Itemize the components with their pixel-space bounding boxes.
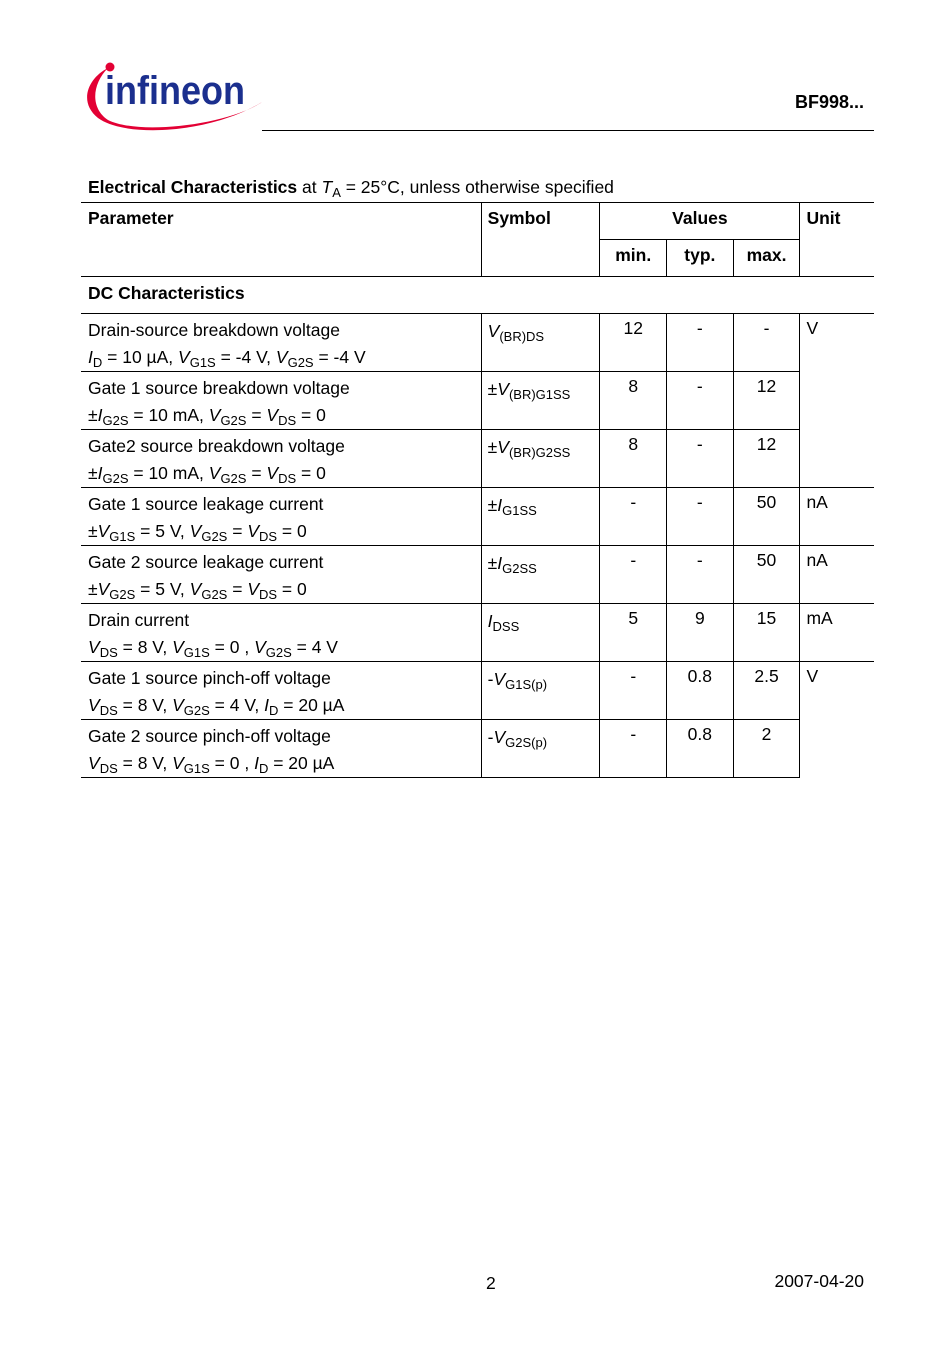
caption-at: at — [297, 177, 322, 197]
symbol-cell: $V_{(BR)DS}$ — [481, 314, 600, 372]
param-name: Gate 1 source breakdown voltage — [88, 378, 350, 398]
header-unit: Unit — [800, 203, 874, 277]
symbol-cell: $I_{DSS}$ — [481, 604, 600, 662]
value-max: 2 — [733, 720, 800, 778]
param-condition: $\pm V_{G1S} = 5$ V, $V_{G2S} = V_{DS} = 0$ — [88, 521, 307, 544]
param-condition: $V_{DS} = 8$ V, $V_{G2S} = 4$ V, $I_D = 20$ µA — [88, 695, 345, 718]
header-min: min. — [600, 240, 667, 277]
value-typ: 0.8 — [667, 720, 734, 778]
param-cell — [81, 546, 481, 604]
table-row — [81, 372, 874, 430]
param-condition: $I_D = 10$ µA, $V_{G1S} = -4$ V, $V_{G2S} = -4$ V — [88, 347, 366, 370]
value-typ: 9 — [667, 604, 734, 662]
value-max: 2.5 — [733, 662, 800, 720]
caption-ta-sub: A — [332, 185, 341, 200]
table-row — [81, 488, 874, 546]
symbol-cell: $-V_{G1S(p)}$ — [481, 662, 600, 720]
table-caption — [88, 177, 614, 198]
unit-cell: nA — [800, 546, 874, 604]
value-typ: 0.8 — [667, 662, 734, 720]
value-max: - — [733, 314, 800, 372]
value-min: 5 — [600, 604, 667, 662]
value-max: 50 — [733, 488, 800, 546]
value-typ: - — [667, 488, 734, 546]
param-name: Gate 1 source pinch-off voltage — [88, 668, 331, 688]
value-typ: - — [667, 314, 734, 372]
symbol-cell: $\pm I_{G2SS}$ — [481, 546, 600, 604]
param-name: Drain-source breakdown voltage — [88, 320, 340, 340]
symbol-cell: $\pm I_{G1SS}$ — [481, 488, 600, 546]
param-name: Gate 2 source pinch-off voltage — [88, 726, 331, 746]
param-condition: $\pm I_{G2S} = 10$ mA, $V_{G2S} = V_{DS} = 0$ — [88, 463, 326, 486]
value-min: - — [600, 662, 667, 720]
header-row — [81, 203, 874, 240]
value-min: - — [600, 546, 667, 604]
table-row — [81, 662, 874, 720]
param-name: Gate2 source breakdown voltage — [88, 436, 345, 456]
infineon-logo-graphic — [80, 50, 270, 135]
header-parameter: Parameter — [88, 208, 174, 228]
value-max: 15 — [733, 604, 800, 662]
table-row — [81, 546, 874, 604]
infineon-logo — [80, 50, 270, 135]
param-condition: $V_{DS} = 8$ V, $V_{G1S} = 0$ , $I_D = 20$ µA — [88, 753, 335, 776]
header-max: max. — [733, 240, 800, 277]
param-condition: $V_{DS} = 8$ V, $V_{G1S} = 0$ , $V_{G2S} = 4$ V — [88, 637, 338, 660]
symbol-cell: $\pm V_{(BR)G2SS}$ — [481, 430, 600, 488]
value-typ: - — [667, 372, 734, 430]
param-cell — [81, 720, 481, 778]
section-title: DC Characteristics — [81, 277, 874, 314]
value-max: 50 — [733, 546, 800, 604]
param-cell — [81, 604, 481, 662]
part-number: BF998... — [794, 92, 864, 112]
header-values: Values — [600, 203, 800, 240]
param-cell — [81, 488, 481, 546]
header-typ: typ. — [667, 240, 734, 277]
param-cell — [81, 662, 481, 720]
section-row — [81, 277, 874, 314]
param-name: Drain current — [88, 610, 190, 630]
unit-cell: nA — [800, 488, 874, 546]
unit-cell: V — [800, 314, 874, 488]
table-row — [81, 720, 874, 778]
header-symbol: Symbol — [481, 203, 600, 277]
value-min: - — [600, 720, 667, 778]
param-cell — [81, 372, 481, 430]
symbol-cell: $\pm V_{(BR)G1SS}$ — [481, 372, 600, 430]
page-number: 2 — [486, 1273, 496, 1293]
value-max: 12 — [733, 430, 800, 488]
value-typ: - — [667, 546, 734, 604]
value-min: 8 — [600, 430, 667, 488]
value-max: 12 — [733, 372, 800, 430]
table-row — [81, 314, 874, 372]
caption-bold: Electrical Characteristics — [88, 177, 298, 197]
param-name: Gate 1 source leakage current — [88, 494, 324, 514]
value-typ: - — [667, 430, 734, 488]
unit-cell: mA — [800, 604, 874, 662]
symbol-cell: $-V_{G2S(p)}$ — [481, 720, 600, 778]
logo-text: infineon — [105, 69, 245, 113]
param-name: Gate 2 source leakage current — [88, 552, 324, 572]
header-rule — [262, 130, 874, 131]
param-cell — [81, 314, 481, 372]
param-cell — [81, 430, 481, 488]
table-row — [81, 604, 874, 662]
value-min: 12 — [600, 314, 667, 372]
param-condition: $\pm I_{G2S} = 10$ mA, $V_{G2S} = V_{DS} = 0$ — [88, 405, 326, 428]
value-min: - — [600, 488, 667, 546]
caption-ta: T — [321, 177, 333, 197]
param-condition: $\pm V_{G2S} = 5$ V, $V_{G2S} = V_{DS} = 0$ — [88, 579, 307, 602]
value-min: 8 — [600, 372, 667, 430]
electrical-characteristics-table — [81, 202, 874, 778]
unit-cell: V — [800, 662, 874, 778]
document-date: 2007-04-20 — [774, 1271, 864, 1291]
caption-rest: = 25°C, unless otherwise specified — [340, 177, 614, 197]
table-row — [81, 430, 874, 488]
